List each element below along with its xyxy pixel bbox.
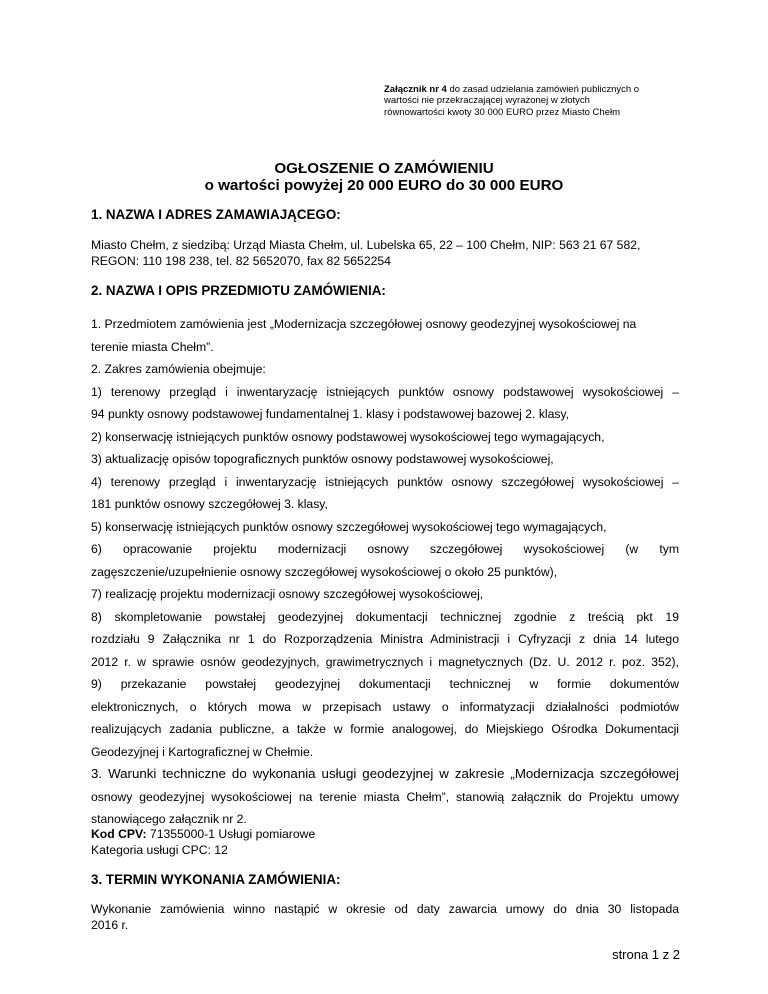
body-line: Geodezyjnej i Kartograficznej w Chełmie. — [91, 744, 314, 759]
body-line: 1. Przedmiotem zamówienia jest „Modernizacja szczegółowej osnowy geodezyjnej wysokościowej na — [91, 317, 637, 331]
cpv-value: 71355000-1 Usługi pomiarowe — [146, 827, 316, 841]
section-1-heading: 1. NAZWA I ADRES ZAMAWIAJĄCEGO: — [91, 207, 341, 222]
body-line: 2012 r. w sprawie osnów geodezyjnych, grawimetrycznych i magnetycznych (Dz. U. 2012 r. poz. 352), — [91, 654, 679, 669]
section-1-line-1: Miasto Chełm, z siedzibą: Urząd Miasta Chełm, ul. Lubelska 65, 22 – 100 Chełm, NIP: 563 21 67 582, — [91, 238, 641, 252]
section-1-line-2: REGON: 110 198 238, tel. 82 5652070, fax 82 5652254 — [91, 254, 391, 268]
body-line: stanowiącego załącznik nr 2. — [91, 812, 247, 826]
body-line: 94 punkty osnowy podstawowej fundamentalnej 1. klasy i podstawowej bazowej 2. klasy, — [91, 407, 570, 421]
cpv-label: Kod CPV: — [91, 827, 147, 841]
body-line: 9) przekazanie powstałej geodezyjnej dokumentacji technicznej w formie dokumentów — [91, 677, 679, 691]
annex-text: do zasad udzielania zamówień publicznych o wartości nie przekraczającej wyrażonej w złotych równowartości kwoty 30 000 EURO przez Miasto Chełm — [384, 84, 640, 118]
body-line: rozdziału 9 Załącznika nr 1 do Rozporządzenia Ministra Administracji i Cyfryzacji z dnia 14 lutego — [91, 632, 679, 646]
body-line: zagęszczenie/uzupełnienie osnowy szczegółowej wysokościowej o około 25 punktów), — [91, 564, 558, 579]
section-2-body — [91, 313, 679, 831]
body-line: terenie miasta Chełm”. — [91, 339, 214, 354]
body-line: 1) terenowy przegląd i inwentaryzację istniejących punktów osnowy podstawowej wysokościowej – — [91, 384, 679, 399]
body-line: osnowy geodezyjnej wysokościowej na terenie miasta Chełm”, stanowią załącznik do Projektu umowy — [91, 789, 679, 804]
section-2-heading: 2. NAZWA I OPIS PRZEDMIOTU ZAMÓWIENIA: — [91, 283, 386, 298]
document-subtitle: o wartości powyżej 20 000 EURO do 30 000 EURO — [204, 177, 564, 194]
body-line: 181 punktów osnowy szczegółowej 3. klasy, — [91, 497, 328, 511]
body-line: elektronicznych, o których mowa w przepisach ustawy o informatyzacji działalności podmiotów — [91, 699, 679, 714]
page-number: strona 1 z 2 — [612, 947, 680, 962]
body-line: 2) konserwację istniejących punktów osnowy podstawowej wysokościowej tego wymagających, — [91, 429, 605, 444]
body-line: 5) konserwację istniejących punktów osnowy szczegółowej wysokościowej tego wymagających, — [91, 519, 607, 534]
document-title: OGŁOSZENIE O ZAMÓWIENIU — [274, 160, 494, 177]
body-line: 3) aktualizację opisów topograficznych punktów osnowy podstawowej wysokościowej, — [91, 452, 554, 466]
body-line: realizujących zadania publiczne, a także w formie analogowej, do Miejskiego Ośrodka Dokumentacji — [91, 722, 679, 736]
body-line: 6) opracowanie projektu modernizacji osnowy szczegółowej wysokościowej (w tym — [91, 542, 679, 556]
body-line: 3. Warunki techniczne do wykonania usługi geodezyjnej w zakresie „Modernizacja szczegółowej — [91, 766, 679, 781]
body-line: 4) terenowy przegląd i inwentaryzację istniejących punktów osnowy szczegółowej wysokościowej – — [91, 474, 679, 489]
annex-number: Załącznik nr 4 — [384, 84, 447, 95]
body-line: 8) skompletowanie powstałej geodezyjnej dokumentacji technicznej zgodnie z treścią pkt 19 — [91, 609, 679, 624]
cpc-category: Kategoria usługi CPC: 12 — [91, 843, 228, 857]
section-3-line-1: Wykonanie zamówienia winno nastąpić w okresie od daty zawarcia umowy do dnia 30 listopada — [91, 902, 679, 916]
annex-note — [384, 84, 644, 118]
cpv-code — [91, 826, 679, 842]
body-line: 7) realizację projektu modernizacji osnowy szczegółowej wysokościowej, — [91, 587, 484, 601]
body-line: 2. Zakres zamówienia obejmuje: — [91, 362, 266, 376]
section-3-line-2: 2016 r. — [91, 918, 129, 932]
section-3-heading: 3. TERMIN WYKONANIA ZAMÓWIENIA: — [91, 872, 341, 887]
